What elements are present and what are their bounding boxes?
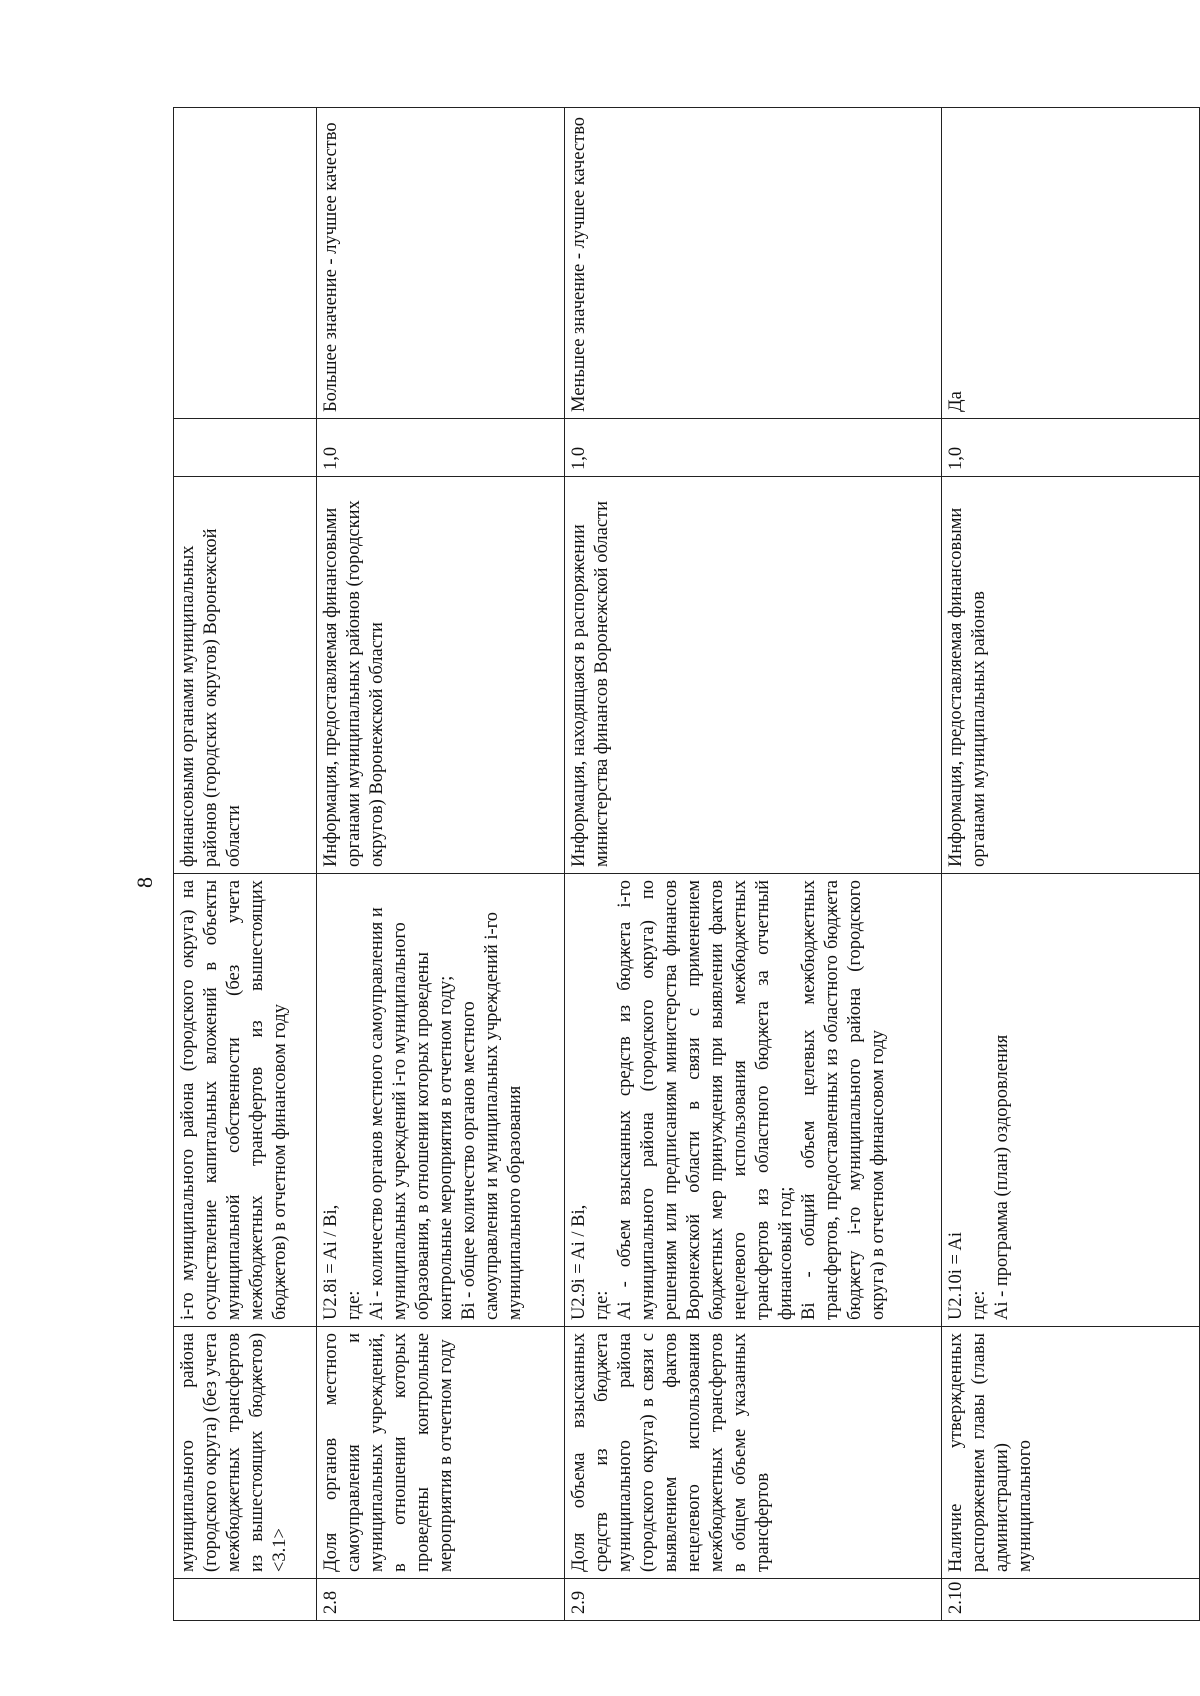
calc-line: Ai - объем взысканных средств из бюджета i-го муниципального района (городского округа) по решениям или предписаниям министерства финансов Воронежской области в связи с применением бюджетных мер принуждения при выявлении фактов нецелевого использования межбюджетных трансфертов из областного бюджета за отчетный финансовый год; xyxy=(615,880,796,1320)
calc-line: i-го муниципального района (городского округа) на осуществление капитальных вложений в объекты муниципальной собственности (без учета межбюджетных трансфертов из вышестоящих бюджетов) в отчетном финансовом году xyxy=(178,880,290,1320)
calculation-formula xyxy=(565,874,942,1327)
row-number: 2.10 xyxy=(942,1579,1200,1621)
calculation-formula xyxy=(317,874,565,1327)
data-source: Информация, предоставляемая финансовыми органами муниципальных районов xyxy=(942,477,1200,874)
calc-line: U2.9i = Ai / Bi, xyxy=(569,1204,589,1320)
quality-note: Меньшее значение - лучшее качество xyxy=(565,108,942,419)
calc-line: Ai - программа (план) оздоровления xyxy=(992,1034,1012,1320)
weight xyxy=(174,419,317,477)
criteria-table xyxy=(173,107,1200,1621)
row-number: 2.9 xyxy=(565,1579,942,1621)
row-number: 2.8 xyxy=(317,1579,565,1621)
weight: 1,0 xyxy=(942,419,1200,477)
data-source: финансовыми органами муниципальных районов (городских округов) Воронежской области xyxy=(174,477,317,874)
data-source: Информация, находящаяся в распоряжении министерства финансов Воронежской области xyxy=(565,477,942,874)
row-number xyxy=(174,1579,317,1621)
table-row xyxy=(317,108,565,1621)
calculation-formula xyxy=(942,874,1200,1327)
calc-line: Ai - количество органов местного самоуправления и муниципальных учреждений i-го муниципального образования, в отношении которых проведены контрольные мероприятия в отчетном году; xyxy=(367,907,456,1320)
table-row xyxy=(942,108,1200,1621)
indicator-name: Доля объема взысканных средств из бюджета муниципального района (городского округа) в связи с выявлением фактов нецелевого использования межбюджетных трансфертов в общем объеме указанных трансфертов xyxy=(565,1327,942,1579)
indicator-name: Наличие утвержденных распоряжением главы (главы администрации) муниципального xyxy=(942,1327,1200,1579)
weight: 1,0 xyxy=(565,419,942,477)
calc-line: где: xyxy=(344,1290,364,1320)
calc-line: Bi - общий объем целевых межбюджетных трансфертов, предоставленных из областного бюджета бюджету i-го муниципального района (городского округа) в отчетном финансовом году xyxy=(799,880,888,1320)
weight: 1,0 xyxy=(317,419,565,477)
table-row xyxy=(565,108,942,1621)
quality-note: Большее значение - лучшее качество xyxy=(317,108,565,419)
calc-line: Bi - общее количество органов местного самоуправления и муниципальных учреждений i-го муниципального образования xyxy=(459,911,525,1320)
indicator-name: муниципального района (городского округа) (без учета межбюджетных трансфертов из вышестоящих бюджетов) <3.1> xyxy=(174,1327,317,1579)
calc-line: где: xyxy=(969,1290,989,1320)
calc-line: где: xyxy=(592,1290,612,1320)
page-number: 8 xyxy=(132,877,157,888)
calculation-formula xyxy=(174,874,317,1327)
quality-note xyxy=(174,108,317,419)
table-row xyxy=(174,108,317,1621)
calc-line: U2.8i = Ai / Bi, xyxy=(321,1204,341,1320)
quality-note: Да xyxy=(942,108,1200,419)
indicator-name: Доля органов местного самоуправления и муниципальных учреждений, в отношении которых проведены контрольные мероприятия в отчетном году xyxy=(317,1327,565,1579)
data-source: Информация, предоставляемая финансовыми органами муниципальных районов (городских округов) Воронежской области xyxy=(317,477,565,874)
calc-line: U2.10i = Ai xyxy=(946,1231,966,1320)
